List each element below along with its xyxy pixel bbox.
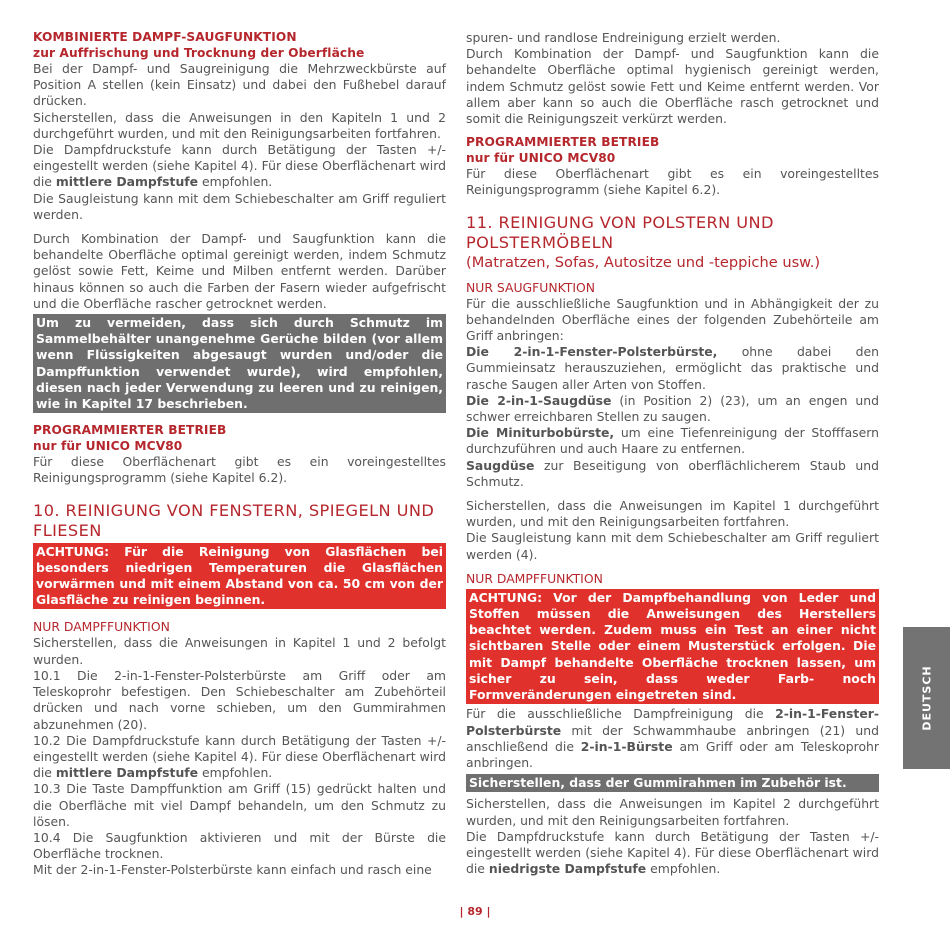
section-heading: PROGRAMMIERTER BETRIEB (33, 423, 227, 438)
paragraph: 10.3 Die Taste Dampffunktion am Griff (15) gedrückt halten und die Oberfläche mit viel Dampf behandeln, um den Schmutz zu lösen. (33, 781, 446, 829)
paragraph: Sicherstellen, dass die Anweisungen in den Kapiteln 1 und 2 durchgeführt wurden, und mit den Reinigungsarbeiten fortfahren. (33, 109, 446, 141)
paragraph: Die Saugleistung kann mit dem Schiebeschalter am Griff reguliert werden (4). (466, 530, 879, 562)
paragraph: Für diese Oberflächenart gibt es ein voreingestelltes Reinigungsprogramm (siehe Kapitel 6.2). (33, 454, 446, 486)
section-heading: NUR DAMPFFUNKTION (466, 570, 603, 586)
language-tab (903, 627, 950, 769)
section-heading: NUR DAMPFFUNKTION (33, 619, 170, 635)
paragraph: Die 2-in-1-Saugdüse (in Position 2) (23), um an engen und schwer erreichbaren Stellen zu saugen. (466, 392, 879, 425)
paragraph: Durch Kombination der Dampf- und Saugfunktion kann die behandelte Oberfläche optimal gereinigt werden, indem Schmutz gelöst sowie Fett, Keime und Milben entfernt werden. Darüber hinaus können so auch die Farben der Fasern wieder aufgefrischt und die Oberfläche rascher getrocknet werden. (33, 231, 446, 311)
paragraph: Die Dampfdruckstufe kann durch Betätigung der Tasten +/- eingestellt werden (siehe Kapitel 4). Für diese Oberflächenart wird die mittlere Dampfstufe empfohlen. (33, 142, 446, 190)
grey-note-line: Sicherstellen, dass der Gummirahmen im Zubehör ist. (466, 774, 879, 792)
paragraph: Die Saugleistung kann mit dem Schiebeschalter am Griff reguliert werden. (33, 190, 446, 222)
language-tab-label: DEUTSCH (920, 665, 933, 731)
paragraph: 10.4 Die Saugfunktion aktivieren und mit der Bürste die Oberfläche trocknen. (33, 829, 446, 862)
left-column (33, 30, 446, 879)
paragraph: 10.2 Die Dampfdruckstufe kann durch Betätigung der Tasten +/- eingestellt werden (siehe Kapitel 4). Für diese Oberflächenart wird die mittlere Dampfstufe empfohlen. (33, 732, 446, 781)
grey-note-box: Um zu vermeiden, dass sich durch Schmutz im Sammelbehälter unangenehme Gerüche bilden (vor allem wenn Flüssigkeiten abgesaugt wurden und/oder die Dampffunktion verwendet wurde), wird empfohlen, diesen nach jeder Verwendung zu leeren und zu reinigen, wie in Kapitel 17 beschrieben. (33, 314, 446, 413)
paragraph: Sicherstellen, dass die Anweisungen in Kapitel 1 und 2 befolgt wurden. (33, 635, 446, 667)
right-column (466, 30, 879, 877)
warning-box: ACHTUNG: Für die Reinigung von Glasflächen bei besonders niedrigen Temperaturen die Glasflächen vorwärmen und mit einem Abstand von ca. 50 cm von der Glasfläche zu reinigen beginnen. (33, 543, 446, 610)
paragraph: spuren- und randlose Endreinigung erzielt werden. (466, 30, 781, 45)
paragraph: Saugdüse zur Beseitigung von oberflächlicherem Staub und Schmutz. (466, 457, 879, 489)
paragraph: Für die ausschließliche Dampfreinigung die 2-in-1-Fenster-Polsterbürste mit der Schwammhaube anbringen (21) und anschließend die 2-in-1-Bürste am Griff oder am Teleskoprohr anbringen. (466, 706, 880, 770)
section-heading: PROGRAMMIERTER BETRIEB (466, 135, 660, 150)
paragraph: Durch Kombination der Dampf- und Saugfunktion kann die behandelte Oberfläche optimal hygienisch gereinigt werden, indem Schmutz gelöst sowie Fett und Keime entfernt werden. Vor allem aber kann so auch die Oberfläche rasch getrocknet und somit die Reinigungszeit verkürzt werden. (466, 46, 879, 127)
paragraph: Mit der 2-in-1-Fenster-Polsterbürste kann einfach und rasch eine (33, 862, 432, 878)
paragraph: Sicherstellen, dass die Anweisungen im Kapitel 1 durchgeführt wurden, und mit den Reinigungsarbeiten fortfahren. (466, 498, 879, 530)
section-subheading: nur für UNICO MCV80 (466, 150, 616, 165)
chapter-heading: 10. REINIGUNG VON FENSTERN, SPIEGELN UND FLIESEN (33, 500, 435, 540)
paragraph: Die Dampfdruckstufe kann durch Betätigung der Tasten +/- eingestellt werden (siehe Kapitel 4). Für diese Oberflächenart wird die niedrigste Dampfstufe empfohlen. (466, 828, 879, 877)
chapter-heading: 11. REINIGUNG VON POLSTERN UND POLSTERMÖBELN (466, 212, 774, 252)
section-heading: NUR SAUGFUNKTION (466, 279, 595, 295)
chapter-subheading: (Matratzen, Sofas, Autositze und -teppiche usw.) (466, 253, 821, 271)
paragraph: Die 2-in-1-Fenster-Polsterbürste, ohne dabei den Gummieinsatz herauszuziehen, ermöglicht das praktische und rasche Saugen aller Arten von Stoffen. (466, 344, 879, 392)
section-subheading: nur für UNICO MCV80 (33, 438, 183, 453)
paragraph: 10.1 Die 2-in-1-Fenster-Polsterbürste am Griff oder am Teleskoprohr befestigen. Den Schiebeschalter am Zubehörteil drücken und nach vorne schieben, um den Gummirahmen abzunehmen (20). (33, 667, 446, 732)
section-heading: KOMBINIERTE DAMPF-SAUGFUNKTION (33, 30, 297, 44)
paragraph: Für diese Oberflächenart gibt es ein voreingestelltes Reinigungsprogramm (siehe Kapitel 6.2). (466, 166, 879, 198)
page-number: | 89 | (459, 905, 491, 918)
paragraph: Für die ausschließliche Saugfunktion und in Abhängigkeit der zu behandelnden Oberfläche eines der folgenden Zubehörteile am Griff anbringen: (466, 295, 879, 344)
section-subheading: zur Auffrischung und Trocknung der Oberfläche (33, 45, 365, 60)
paragraph: Bei der Dampf- und Saugreinigung die Mehrzweckbürste auf Position A stellen (kein Einsatz) und dabei den Fußhebel darauf drücken. (33, 61, 446, 109)
paragraph: Sicherstellen, dass die Anweisungen im Kapitel 2 durchgeführt wurden, und mit den Reinigungsarbeiten fortfahren. (466, 796, 879, 828)
paragraph: Die Miniturbobürste, um eine Tiefenreinigung der Stofffasern durchzuführen und auch Haare zu entfernen. (466, 425, 879, 457)
warning-box: ACHTUNG: Vor der Dampfbehandlung von Leder und Stoffen müssen die Anweisungen des Herstellers beachtet werden. Zudem muss ein Test an einer nicht sichtbaren Stelle oder einem Musterstück erfolgen. Die mit Dampf behandelte Oberfläche trocknen lassen, um sicher zu sein, dass weder Farb- noch Formveränderungen eingetreten sind. (466, 589, 879, 704)
